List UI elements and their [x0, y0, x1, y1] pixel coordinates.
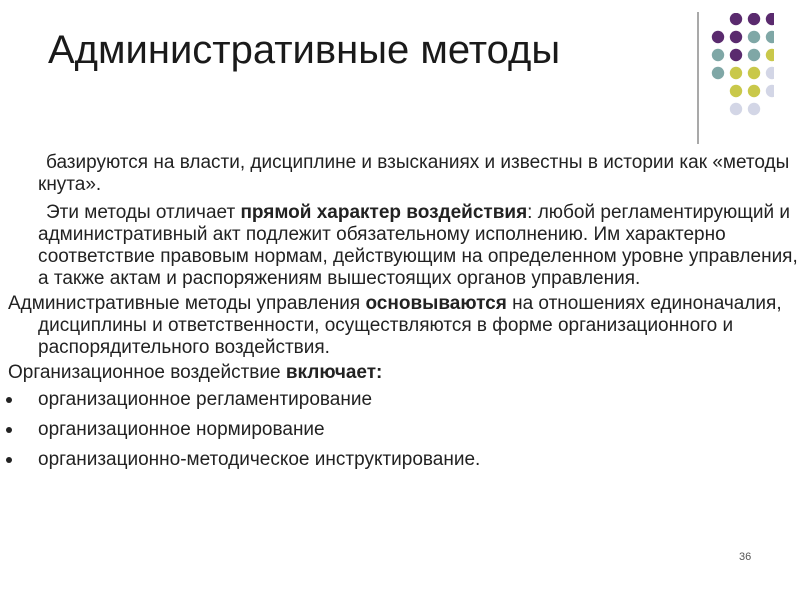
bullet-list — [0, 389, 800, 471]
p2-text-before: Эти методы отличает — [46, 202, 241, 223]
paragraph-org-impact — [0, 362, 800, 384]
decorative-dot — [766, 49, 774, 61]
p4-bold: включает: — [285, 362, 383, 383]
paragraph-methods-based — [0, 293, 800, 359]
list-item-text: организационное нормирование — [38, 419, 325, 440]
decorative-dot — [730, 103, 742, 115]
decorative-dot — [730, 49, 742, 61]
decorative-dot — [730, 67, 742, 79]
list-item — [0, 389, 800, 411]
dot-grid-decoration — [710, 13, 774, 129]
paragraph-direct-impact — [0, 202, 800, 290]
decorative-dot — [730, 13, 742, 25]
decorative-dot — [748, 49, 760, 61]
decorative-dot — [766, 13, 774, 25]
decorative-dot — [748, 13, 760, 25]
decorative-dot — [712, 67, 724, 79]
list-item — [0, 449, 800, 471]
paragraph-basis: базируются на власти, дисциплине и взысканиях и известны в истории как «методы кнута». — [38, 152, 790, 195]
decorative-dot — [712, 49, 724, 61]
decorative-dot — [730, 31, 742, 43]
p4-text-before: Организационное воздействие — [8, 362, 286, 383]
list-item — [0, 419, 800, 441]
decorative-dot — [766, 85, 774, 97]
p2-text-after: : любой регламентирующий и административный акт подлежит обязательному исполнению. Им характерно соответствие правовым нормам, действующим на определенном уровне управления, а также актам и распоряжениям вышестоящих органов управления. — [38, 202, 798, 289]
decorative-dot — [748, 31, 760, 43]
divider-line — [697, 12, 699, 144]
list-item-text: организационно-методическое инструктирование. — [38, 449, 481, 470]
p3-text-after: на отношениях единоначалия, дисциплины и ответственности, осуществляются в форме организационного и распорядительного воздействия. — [38, 293, 782, 358]
slide-body — [0, 152, 800, 479]
decorative-dot — [748, 85, 760, 97]
page-number: 36 — [739, 551, 752, 563]
p3-bold: основываются — [365, 293, 507, 314]
bullet-icon — [6, 427, 12, 433]
p2-bold: прямой характер воздействия — [240, 202, 528, 223]
decorative-dot — [730, 85, 742, 97]
slide-title: Административные методы — [48, 28, 561, 72]
decorative-dot — [712, 31, 724, 43]
decorative-dot — [766, 67, 774, 79]
bullet-icon — [6, 457, 12, 463]
decorative-dot — [766, 31, 774, 43]
list-item-text: организационное регламентирование — [38, 389, 373, 410]
p3-text-before: Административные методы управления — [8, 293, 366, 314]
decorative-dot — [748, 67, 760, 79]
decorative-dot — [748, 103, 760, 115]
bullet-icon — [6, 397, 12, 403]
